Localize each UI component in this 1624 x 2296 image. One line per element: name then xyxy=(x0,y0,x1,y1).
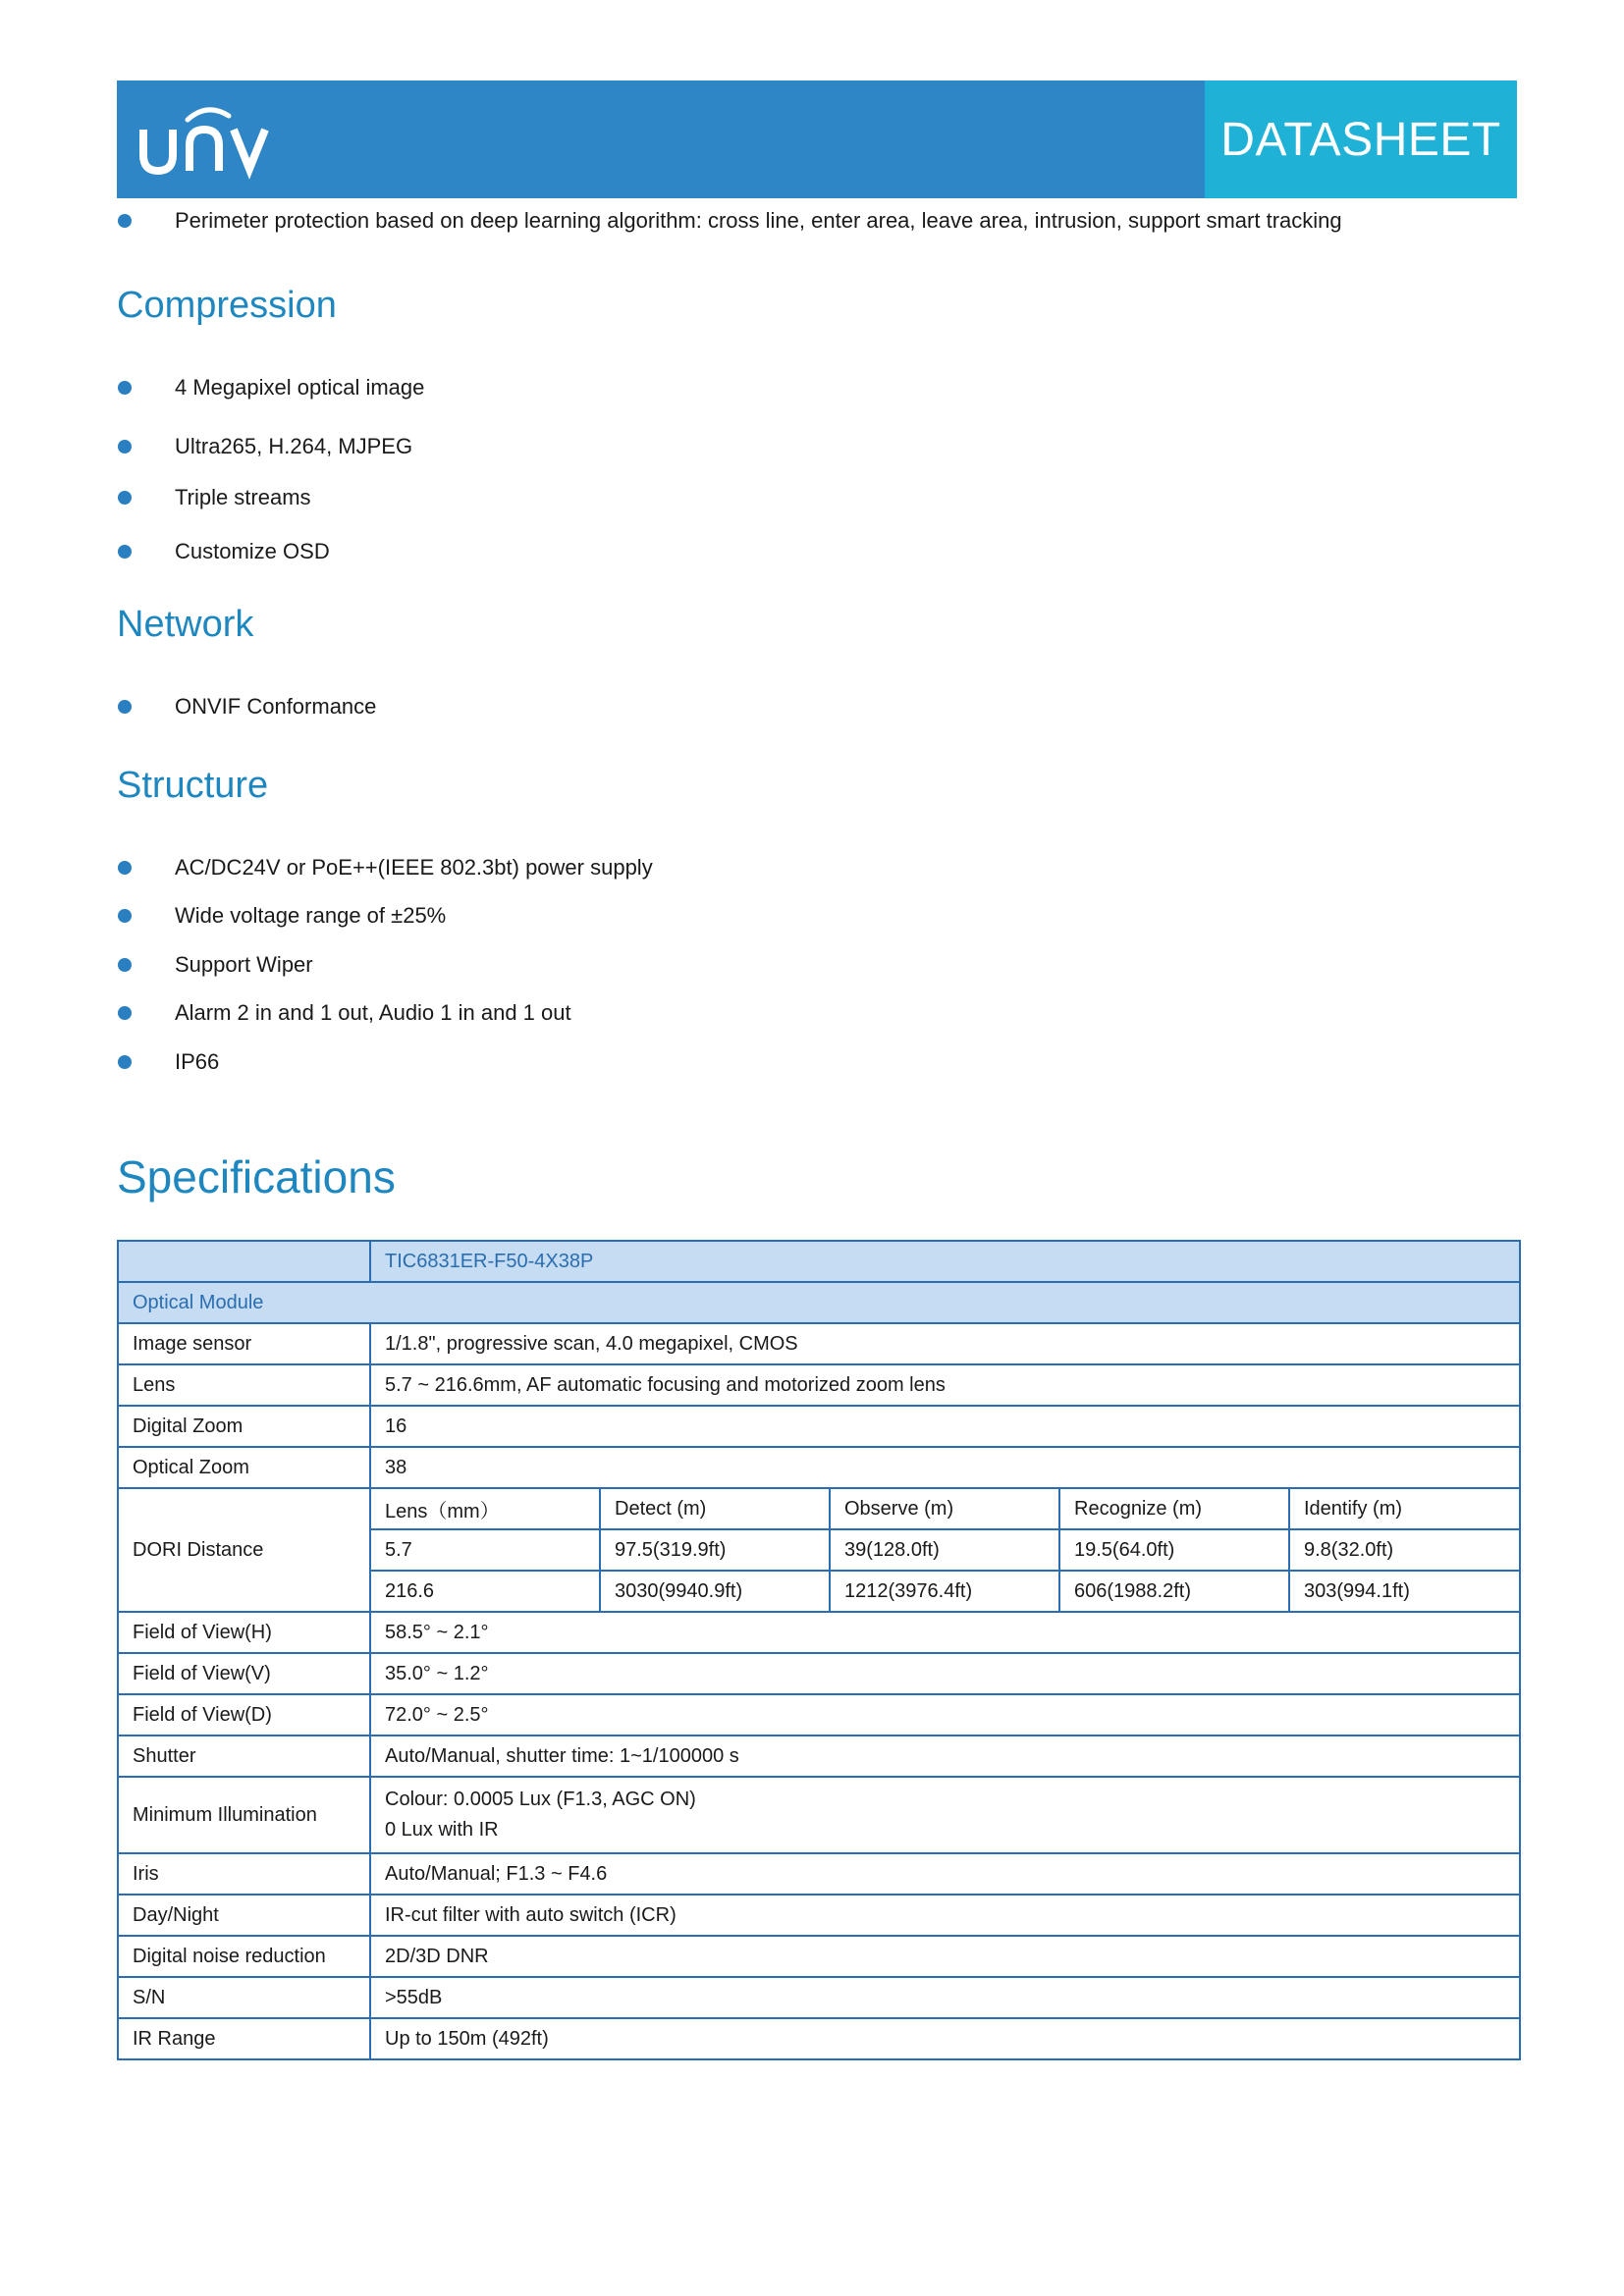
spec-label: Shutter xyxy=(118,1735,370,1777)
bullet-icon xyxy=(118,958,132,972)
table-row xyxy=(118,1694,1520,1735)
spec-label: S/N xyxy=(118,1977,370,2018)
spec-label: Field of View(D) xyxy=(118,1694,370,1735)
bullet-icon xyxy=(118,381,132,395)
list-item: Perimeter protection based on deep learning algorithm: cross line, enter area, leave area, intrusion, support smart tracking xyxy=(117,208,1342,234)
table-row xyxy=(118,1488,1520,1529)
list-item: Ultra265, H.264, MJPEG xyxy=(117,434,412,459)
spec-value-line: Colour: 0.0005 Lux (F1.3, AGC ON) xyxy=(385,1789,696,1810)
list-item: ONVIF Conformance xyxy=(117,694,376,720)
spec-label: Lens xyxy=(118,1364,370,1406)
spec-label: Field of View(H) xyxy=(118,1612,370,1653)
list-item: Alarm 2 in and 1 out, Audio 1 in and 1 out xyxy=(117,1000,571,1026)
table-row xyxy=(118,1241,1520,1282)
bullet-icon xyxy=(118,214,132,228)
bullet-icon xyxy=(118,700,132,714)
bullet-icon xyxy=(118,1006,132,1020)
section-title-network: Network xyxy=(117,604,254,645)
bullet-icon xyxy=(118,545,132,559)
dori-cell: 3030(9940.9ft) xyxy=(600,1571,830,1612)
spec-value: 58.5° ~ 2.1° xyxy=(370,1612,1520,1653)
bullet-icon xyxy=(118,491,132,505)
table-row xyxy=(118,2018,1520,2059)
list-item: Triple streams xyxy=(117,485,311,510)
spec-label: Digital noise reduction xyxy=(118,1936,370,1977)
section-title-structure: Structure xyxy=(117,765,269,806)
dori-cell: 216.6 xyxy=(370,1571,600,1612)
spec-label: DORI Distance xyxy=(118,1488,370,1612)
spec-label: Image sensor xyxy=(118,1323,370,1364)
list-item: IP66 xyxy=(117,1049,219,1075)
spec-label: Iris xyxy=(118,1853,370,1895)
table-row xyxy=(118,1447,1520,1488)
spec-value: 35.0° ~ 1.2° xyxy=(370,1653,1520,1694)
group-cell: Optical Module xyxy=(118,1282,1520,1323)
spec-value: 38 xyxy=(370,1447,1520,1488)
section-title-specifications: Specifications xyxy=(117,1151,396,1202)
table-row xyxy=(118,1936,1520,1977)
brand-area xyxy=(117,80,1205,198)
dori-cell: 303(994.1ft) xyxy=(1289,1571,1520,1612)
table-row xyxy=(118,1364,1520,1406)
table-row xyxy=(118,1653,1520,1694)
table-row xyxy=(118,1977,1520,2018)
table-row xyxy=(118,1406,1520,1447)
bullet-icon xyxy=(118,861,132,875)
model-cell: TIC6831ER-F50-4X38P xyxy=(370,1241,1520,1282)
list-item: Customize OSD xyxy=(117,539,330,564)
list-item: Support Wiper xyxy=(117,952,313,978)
spec-value: 1/1.8", progressive scan, 4.0 megapixel, CMOS xyxy=(370,1323,1520,1364)
dori-header: Recognize (m) xyxy=(1059,1488,1289,1529)
spec-value: >55dB xyxy=(370,1977,1520,2018)
header-banner xyxy=(117,80,1517,198)
spec-label: Field of View(V) xyxy=(118,1653,370,1694)
spec-label: Day/Night xyxy=(118,1895,370,1936)
dori-header: Lens（mm） xyxy=(370,1488,600,1529)
dori-header: Observe (m) xyxy=(830,1488,1059,1529)
spec-value: 16 xyxy=(370,1406,1520,1447)
list-item: AC/DC24V or PoE++(IEEE 802.3bt) power supply xyxy=(117,855,653,881)
unv-logo xyxy=(138,98,286,181)
spec-value-line: 0 Lux with IR xyxy=(385,1819,499,1841)
spec-value: Auto/Manual; F1.3 ~ F4.6 xyxy=(370,1853,1520,1895)
spec-value: Auto/Manual, shutter time: 1~1/100000 s xyxy=(370,1735,1520,1777)
spec-value: 2D/3D DNR xyxy=(370,1936,1520,1977)
dori-cell: 1212(3976.4ft) xyxy=(830,1571,1059,1612)
table-row xyxy=(118,1282,1520,1323)
spec-value: IR-cut filter with auto switch (ICR) xyxy=(370,1895,1520,1936)
spec-label: IR Range xyxy=(118,2018,370,2059)
spec-value xyxy=(370,1777,1520,1853)
table-row xyxy=(118,1777,1520,1853)
dori-cell: 9.8(32.0ft) xyxy=(1289,1529,1520,1571)
dori-cell: 39(128.0ft) xyxy=(830,1529,1059,1571)
bullet-icon xyxy=(118,909,132,923)
table-row xyxy=(118,1895,1520,1936)
dori-header: Identify (m) xyxy=(1289,1488,1520,1529)
section-title-compression: Compression xyxy=(117,285,337,326)
dori-cell: 97.5(319.9ft) xyxy=(600,1529,830,1571)
spec-label: Optical Zoom xyxy=(118,1447,370,1488)
list-item: 4 Megapixel optical image xyxy=(117,375,424,400)
table-row xyxy=(118,1323,1520,1364)
spec-value: 72.0° ~ 2.5° xyxy=(370,1694,1520,1735)
table-row xyxy=(118,1612,1520,1653)
spec-value: Up to 150m (492ft) xyxy=(370,2018,1520,2059)
bullet-icon xyxy=(118,1055,132,1069)
table-row xyxy=(118,1853,1520,1895)
table-row xyxy=(118,1735,1520,1777)
table-cell xyxy=(118,1241,370,1282)
dori-cell: 19.5(64.0ft) xyxy=(1059,1529,1289,1571)
spec-label: Digital Zoom xyxy=(118,1406,370,1447)
datasheet-label: DATASHEET xyxy=(1205,80,1517,198)
bullet-icon xyxy=(118,440,132,454)
dori-cell: 606(1988.2ft) xyxy=(1059,1571,1289,1612)
dori-cell: 5.7 xyxy=(370,1529,600,1571)
spec-value: 5.7 ~ 216.6mm, AF automatic focusing and motorized zoom lens xyxy=(370,1364,1520,1406)
dori-header: Detect (m) xyxy=(600,1488,830,1529)
list-item: Wide voltage range of ±25% xyxy=(117,903,446,929)
spec-label: Minimum Illumination xyxy=(118,1777,370,1853)
spec-table xyxy=(117,1240,1521,2060)
